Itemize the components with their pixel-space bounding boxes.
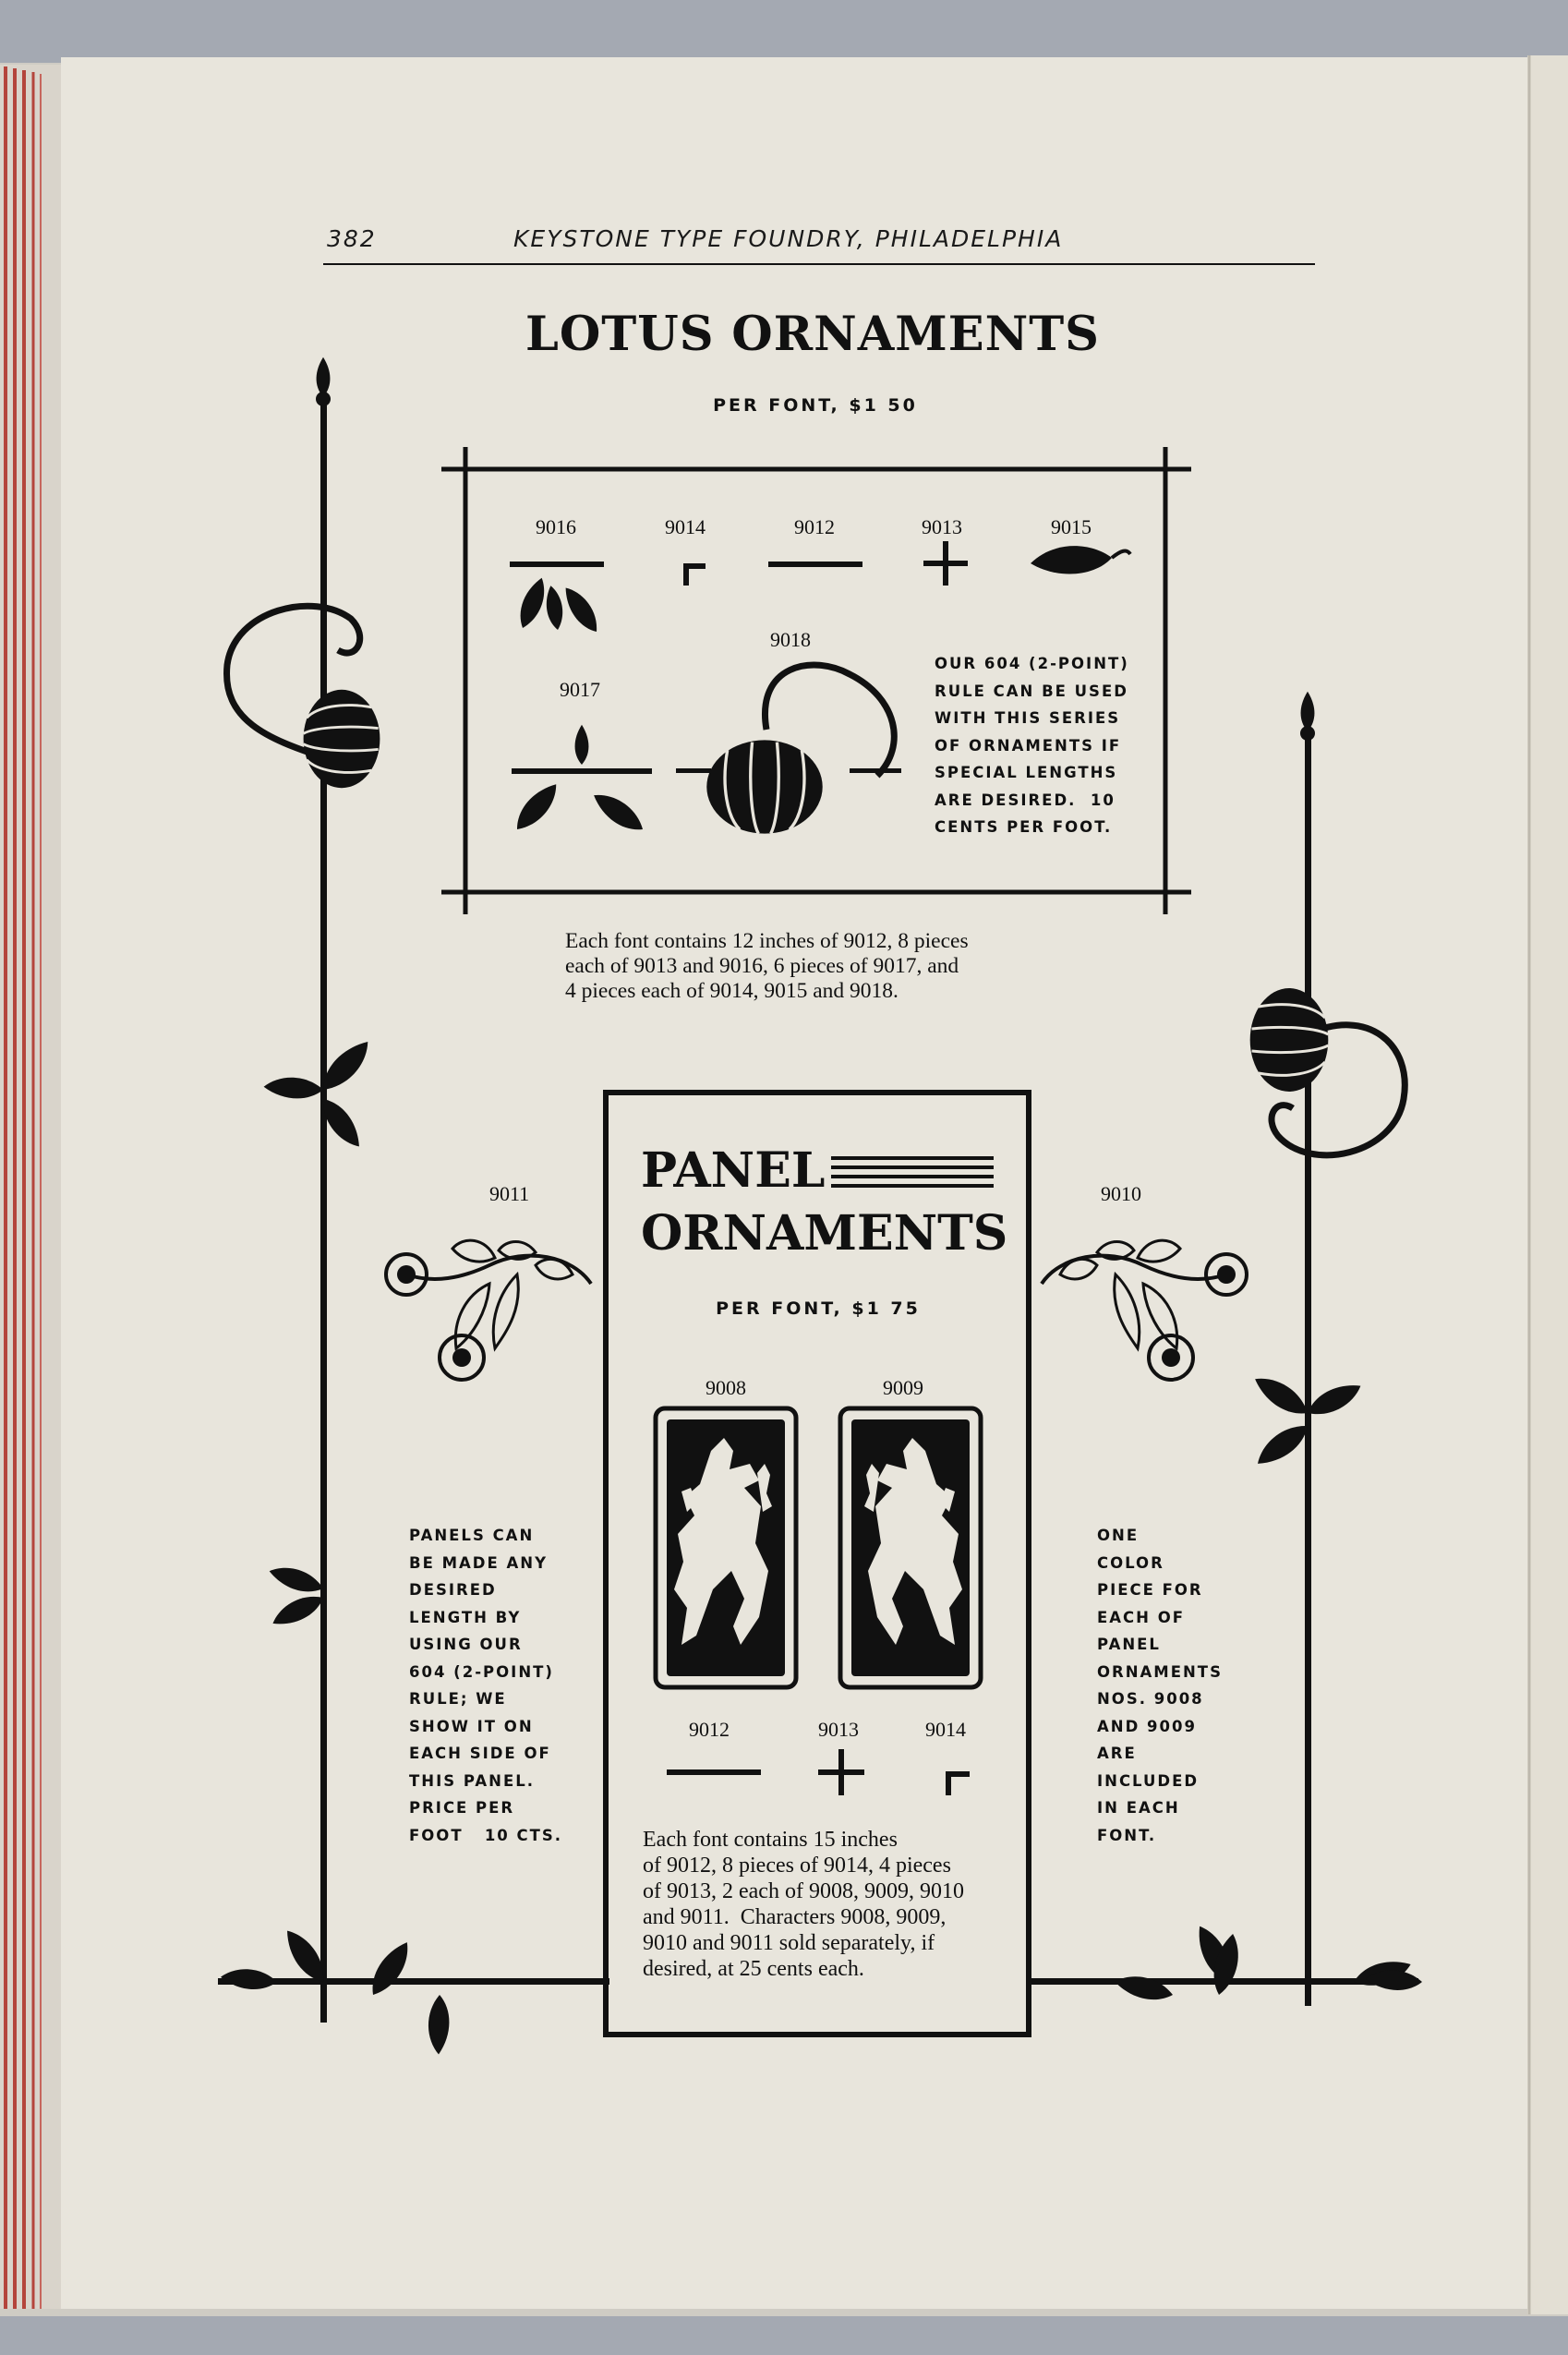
page-number: 382	[327, 225, 377, 252]
label-9012: 9012	[794, 515, 835, 538]
gutter	[1527, 55, 1568, 2314]
label-9016: 9016	[536, 515, 576, 538]
running-title: KEYSTONE TYPE FOUNDRY, PHILADELPHIA	[513, 225, 1064, 252]
panel-label-9014: 9014	[925, 1718, 966, 1741]
label-9017: 9017	[560, 678, 600, 701]
panel-ornament-9012	[667, 1769, 761, 1775]
label-9018: 9018	[770, 628, 811, 651]
panel-label-9012: 9012	[689, 1718, 730, 1741]
lotus-title: LOTUS ORNAMENTS	[525, 307, 1101, 362]
label-9009: 9009	[883, 1376, 923, 1399]
label-9010: 9010	[1101, 1182, 1141, 1205]
ornament-9012	[768, 562, 862, 567]
lotus-font-contents: Each font contains 12 inches of 9012, 8 pieces each of 9013 and 9016, 6 pieces of 9017, and 4 pieces each of 9014, 9015 and 9018.	[565, 929, 969, 1003]
panel-label-9013: 9013	[818, 1718, 859, 1741]
label-9013: 9013	[922, 515, 962, 538]
label-9015: 9015	[1051, 515, 1092, 538]
lotus-rule-note: OUR 604 (2-POINT) RULE CAN BE USED WITH THIS SERIES OF ORNAMENTS IF SPECIAL LENGTHS ARE DESIRED. 10 CENTS PER FOOT.	[935, 655, 1129, 836]
panel-left-note: PANELS CAN BE MADE ANY DESIRED LENGTH BY USING OUR 604 (2-POINT) RULE; WE SHOW IT ON EACH SIDE OF THIS PANEL. PRICE PER FOOT 10 CTS.	[409, 1527, 563, 1844]
panel-font-contents: Each font contains 15 inches of 9012, 8 pieces of 9014, 4 pieces of 9013, 2 each of 9008, 9009, 9010 and 9011. Characters 9008, 9009, 9010 and 9011 sold separately, if desired, at 25 cents each.	[643, 1828, 964, 1981]
lotus-price: PER FONT, $1 50	[713, 395, 918, 416]
ornament-9008	[656, 1408, 796, 1687]
label-9008: 9008	[706, 1376, 746, 1399]
panel-title-line2: ORNAMENTS	[641, 1205, 1008, 1262]
panel-price: PER FONT, $1 75	[716, 1298, 921, 1319]
panel-title-line1: PANEL	[641, 1142, 826, 1199]
panel-right-note: ONE COLOR PIECE FOR EACH OF PANEL ORNAMENTS NOS. 9008 AND 9009 ARE INCLUDED IN EACH FONT.	[1097, 1527, 1223, 1844]
label-9014: 9014	[665, 515, 706, 538]
label-9011: 9011	[489, 1182, 530, 1205]
ornament-9009	[840, 1408, 981, 1687]
